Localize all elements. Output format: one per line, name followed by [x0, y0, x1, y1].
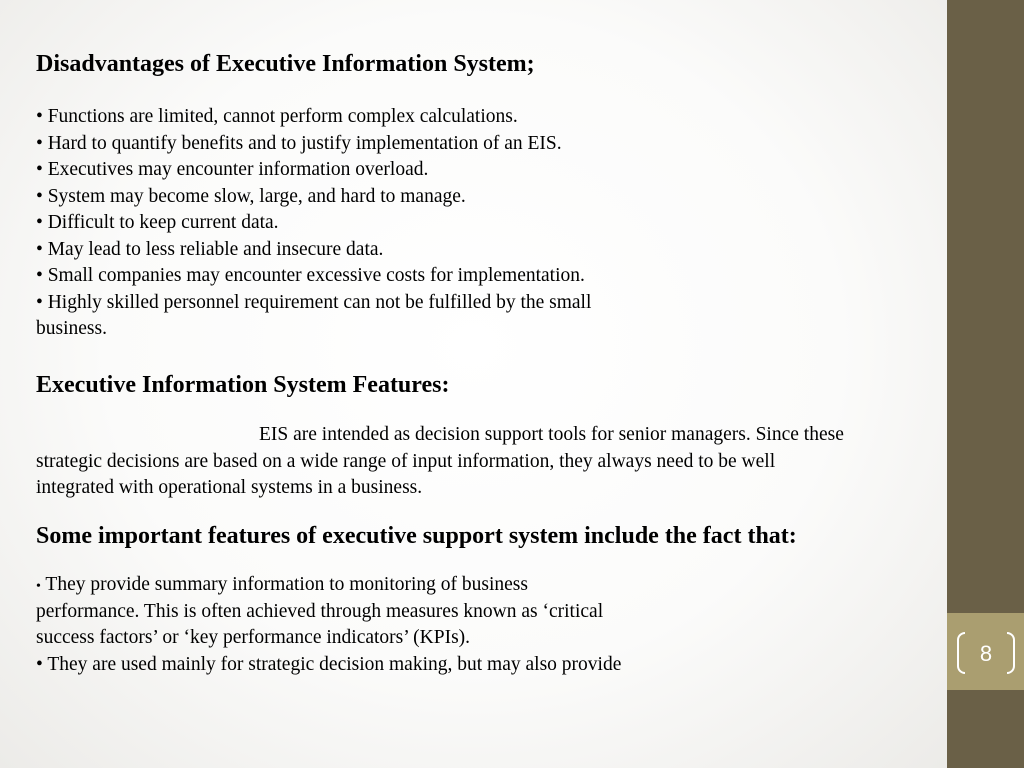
list-item: • System may become slow, large, and hard to manage. — [36, 185, 466, 207]
important-features-heading: Some important features of executive support system include the fact that: — [36, 523, 797, 549]
list-item-text: They provide summary information to monitoring of business — [40, 574, 528, 595]
important-features-list — [36, 572, 621, 678]
list-item-continuation: success factors’ or ‘key performance indicators’ (KPIs). — [36, 627, 471, 648]
list-item-continuation: performance. This is often achieved through measures known as ‘critical — [36, 600, 604, 622]
page-number: 8 — [979, 641, 993, 666]
disadvantages-list — [36, 104, 591, 343]
list-item: • Hard to quantify benefits and to justify implementation of an EIS. — [36, 132, 562, 154]
list-item: • Small companies may encounter excessive costs for implementation. — [36, 265, 585, 286]
paragraph-line: strategic decisions are based on a wide range of input information, they always need to be well — [36, 450, 776, 472]
left-bracket-decoration — [957, 632, 965, 674]
paragraph-line: EIS are intended as decision support tools for senior managers. Since these — [259, 424, 844, 445]
features-paragraph — [36, 422, 844, 502]
bullet: • — [36, 579, 41, 594]
list-item: • Difficult to keep current data. — [36, 212, 279, 233]
disadvantages-heading: Disadvantages of Executive Information System; — [36, 51, 535, 77]
features-heading: Executive Information System Features: — [36, 372, 450, 398]
list-item: • Highly skilled personnel requirement can not be fulfilled by the small — [36, 291, 592, 313]
list-item: • Functions are limited, cannot perform complex calculations. — [36, 106, 518, 127]
list-item-continuation: business. — [36, 318, 107, 339]
list-item: • They are used mainly for strategic decision making, but may also provide — [36, 653, 622, 675]
paragraph-line: integrated with operational systems in a business. — [36, 477, 423, 498]
list-item: • Executives may encounter information overload. — [36, 159, 429, 180]
right-bracket-decoration — [1007, 632, 1015, 674]
list-item: • May lead to less reliable and insecure data. — [36, 238, 384, 260]
list-item — [36, 572, 621, 599]
